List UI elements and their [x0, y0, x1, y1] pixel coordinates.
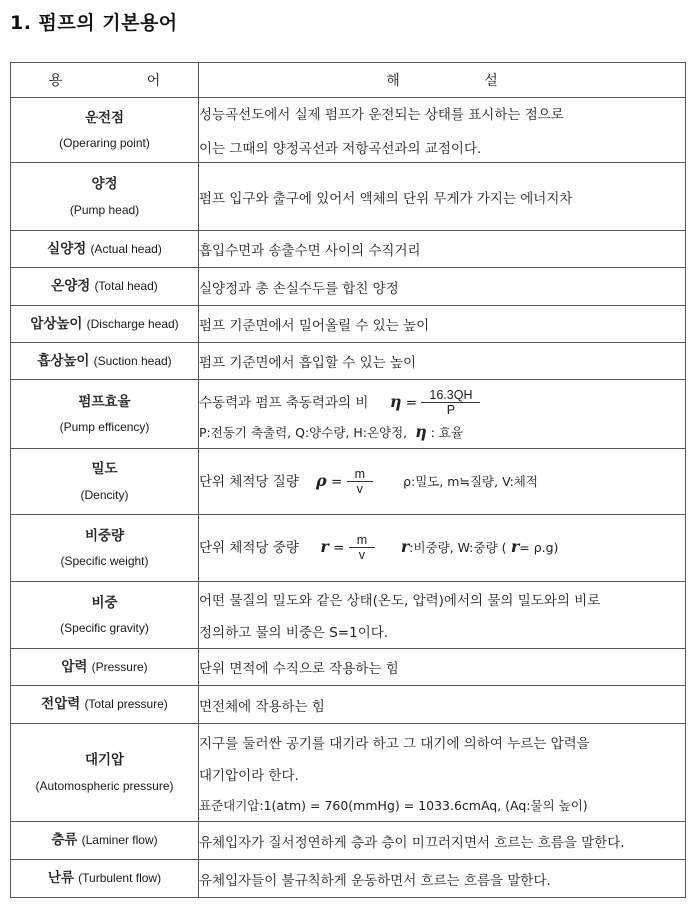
description-line [199, 533, 685, 563]
term-english: (Pump efficency) [59, 420, 150, 435]
table-row [11, 163, 686, 231]
term-cell [11, 98, 199, 163]
term-english: (Pump head) [69, 202, 140, 217]
efficiency-symbol: η [415, 421, 427, 441]
description-line: 펌프 기준면에서 밀어올릴 수 있는 높이 [199, 318, 430, 334]
description-text: ρ:밀도, m≒질량, V:체적 [403, 473, 538, 489]
term-cell [11, 860, 199, 898]
description-text: : 효율 [430, 424, 464, 440]
table-row [11, 343, 686, 380]
description-cell [199, 343, 686, 380]
term-korean: 대기압 [84, 752, 125, 768]
description-text: 단위 체적당 질량 [199, 473, 299, 490]
term-cell [11, 449, 199, 515]
table-row [11, 822, 686, 860]
table-row [11, 724, 686, 822]
description-cell [199, 98, 686, 163]
table-row [11, 231, 686, 268]
description-line [199, 422, 685, 441]
equals-sign: = [333, 540, 345, 556]
term-korean: 층류 [51, 832, 78, 849]
description-line: 면전체에 작용하는 힘 [199, 698, 325, 715]
table-row [11, 582, 686, 649]
description-text: = ρ.g) [519, 540, 559, 555]
description-cell [199, 449, 686, 515]
term-english: (Turbulent flow) [78, 871, 162, 886]
description-cell [199, 822, 686, 860]
description-line: 펌프 기준면에서 흡입할 수 있는 높이 [199, 355, 417, 371]
formula-numerator: 16.3QH [421, 388, 480, 403]
description-line: 대기압이라 한다. [199, 767, 299, 784]
term-english: (Dencity) [80, 487, 129, 502]
term-cell [11, 343, 199, 380]
table-row [11, 380, 686, 449]
term-korean: 비중량 [84, 527, 125, 544]
description-cell [199, 380, 686, 449]
description-line: 이는 그때의 양정곡선과 저항곡선과의 교점이다. [199, 141, 482, 157]
description-line: 펌프 입구와 출구에 있어서 액체의 단위 무게가 가지는 에너지차 [199, 190, 573, 207]
term-korean: 난류 [47, 870, 75, 887]
description-cell [199, 306, 686, 343]
description-line: 표준대기압:1(atm) = 760(mmHg) = 1033.6cmAq, (Aq:물의 높이) [199, 797, 588, 813]
term-korean: 전압력 [41, 696, 81, 713]
term-korean: 온양정 [51, 278, 91, 295]
term-korean: 흡상높이 [37, 352, 90, 369]
term-cell [11, 582, 199, 649]
table-row [11, 449, 686, 515]
term-cell [11, 380, 199, 449]
term-english: (Pressure) [91, 659, 148, 674]
description-line: 유체입자가 질서정연하게 층과 층이 미끄러지면서 흐르는 흐름을 말한다. [199, 834, 625, 851]
description-cell [199, 268, 686, 306]
description-line: 실양정과 총 손실수두를 합친 양정 [199, 280, 399, 297]
efficiency-formula [421, 388, 480, 418]
table-row [11, 98, 686, 163]
formula-numerator: m [349, 533, 375, 548]
term-english: (Specific weight) [60, 554, 149, 569]
table-row [11, 649, 686, 686]
table-row [11, 686, 686, 724]
term-cell [11, 163, 199, 231]
description-cell [199, 515, 686, 582]
term-korean: 양정 [91, 176, 118, 192]
description-line: 단위 면적에 수직으로 작용하는 힘 [199, 661, 399, 677]
term-korean: 압상높이 [30, 315, 83, 332]
description-cell [199, 582, 686, 649]
description-line [199, 388, 685, 418]
description-column-header: 해 설 [199, 63, 686, 98]
term-korean: 펌프효율 [78, 393, 131, 410]
term-english: (Automospheric pressure) [35, 778, 174, 793]
description-line: 유체입자들이 불규칙하게 운동하면서 흐르는 흐름을 말한다. [199, 872, 551, 889]
description-line: 흡입수면과 송출수면 사이의 수직거리 [199, 243, 421, 259]
term-korean: 실양정 [47, 240, 87, 257]
table-row [11, 306, 686, 343]
specific-weight-symbol: r [510, 537, 520, 556]
term-cell [11, 268, 199, 306]
term-korean: 운전점 [84, 109, 125, 126]
table-row [11, 268, 686, 306]
description-cell [199, 231, 686, 268]
description-line: 성능곡선도에서 실제 펌프가 운전되는 상태를 표시하는 점으로 [199, 107, 564, 123]
term-korean: 비중 [91, 594, 118, 611]
formula-denominator: v [358, 548, 366, 562]
description-line: 어떤 물질의 밀도와 같은 상태(온도, 압력)에서의 물의 밀도와의 비로 [199, 593, 601, 609]
term-cell [11, 649, 199, 686]
density-formula [347, 467, 373, 497]
description-cell [199, 686, 686, 724]
table-row [11, 515, 686, 582]
description-line: 지구를 둘러싼 공기를 대기라 하고 그 대기에 의하여 누르는 압력을 [199, 735, 590, 752]
term-english: (Specific gravity) [60, 621, 149, 636]
description-text: 단위 체적당 중량 [199, 540, 299, 556]
term-cell [11, 306, 199, 343]
table-row [11, 860, 686, 898]
term-korean: 밀도 [91, 461, 118, 477]
term-cell [11, 822, 199, 860]
specific-weight-formula [349, 533, 375, 563]
term-english: (Operaring point) [59, 136, 150, 151]
description-cell [199, 649, 686, 686]
specific-weight-symbol: r [320, 537, 329, 556]
description-text: P:전동기 축출력, Q:양수량, H:온양정, [199, 424, 408, 440]
formula-denominator: P [446, 402, 456, 417]
term-english: (Discharge head) [86, 316, 179, 331]
term-column-header: 용 어 [11, 63, 199, 98]
formula-denominator: v [356, 481, 363, 496]
efficiency-symbol: η [389, 391, 402, 411]
term-korean: 압력 [61, 658, 88, 675]
term-cell [11, 515, 199, 582]
density-symbol: ρ [316, 470, 327, 490]
page-title: 1. 펌프의 기본용어 [10, 12, 178, 34]
equals-sign: = [405, 394, 418, 411]
equals-sign: = [330, 473, 343, 490]
description-cell [199, 163, 686, 231]
table-header-row [11, 63, 686, 98]
term-english: (Total head) [94, 279, 158, 294]
description-cell [199, 860, 686, 898]
description-line: 정의하고 물의 비중은 S=1이다. [199, 625, 389, 641]
term-cell [11, 231, 199, 268]
description-text: 수동력과 펌프 축동력과의 비 [199, 394, 369, 411]
description-text: :비중량, W:중량 ( [409, 540, 507, 555]
specific-weight-symbol: r [400, 537, 410, 556]
term-cell [11, 724, 199, 822]
term-english: (Suction head) [93, 353, 172, 368]
term-english: (Laminer flow) [81, 833, 158, 848]
term-english: (Total pressure) [84, 697, 168, 712]
description-line [199, 467, 685, 497]
formula-numerator: m [347, 467, 373, 482]
term-english: (Actual head) [90, 241, 162, 256]
description-cell [199, 724, 686, 822]
glossary-table [10, 62, 686, 898]
term-cell [11, 686, 199, 724]
